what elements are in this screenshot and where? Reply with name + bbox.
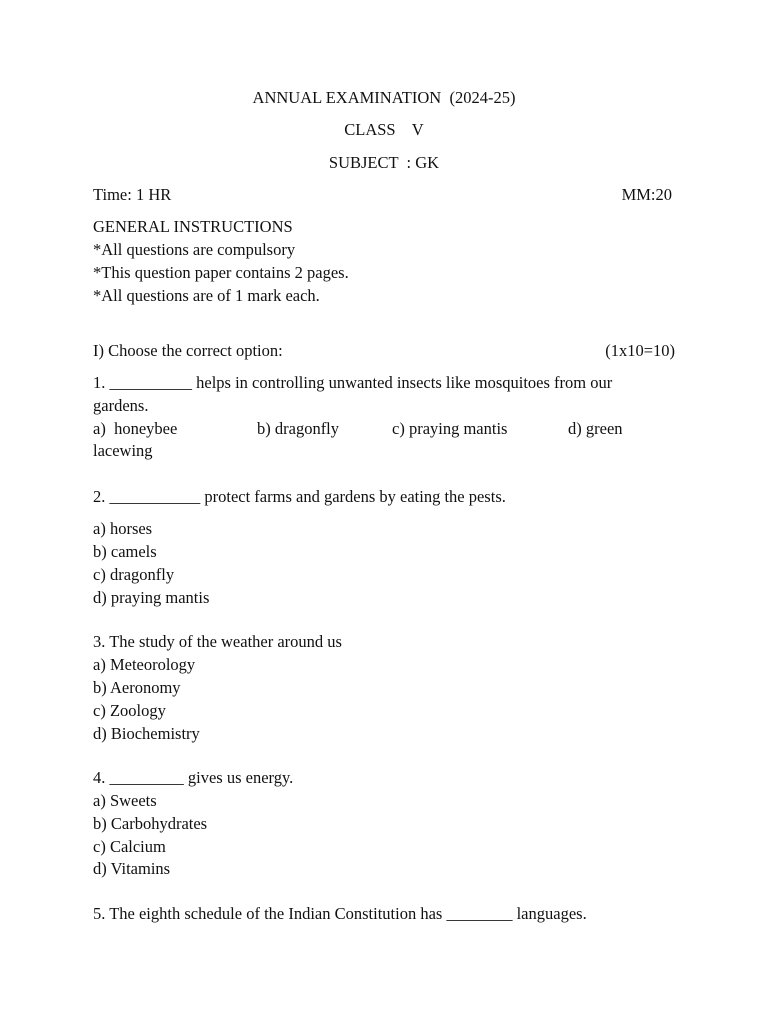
- subject-line: SUBJECT : GK: [328, 153, 440, 172]
- question-4-option-d: d) Vitamins: [93, 859, 171, 878]
- question-4-option-a: a) Sweets: [93, 791, 157, 810]
- section-title: I) Choose the correct option:: [93, 341, 283, 360]
- section-marks: (1x10=10): [605, 341, 675, 360]
- question-4-stem: 4. _________ gives us energy.: [93, 768, 294, 787]
- instructions-heading: GENERAL INSTRUCTIONS: [93, 217, 293, 236]
- question-1-option-c: c) praying mantis: [392, 419, 508, 438]
- question-4-option-c: c) Calcium: [93, 837, 166, 856]
- question-1-option-b: b) dragonfly: [257, 419, 340, 438]
- question-1-option-a: a) honeybee: [93, 419, 178, 438]
- question-2-option-d: d) praying mantis: [93, 588, 210, 607]
- question-5-stem: 5. The eighth schedule of the Indian Constitution has ________ languages.: [93, 904, 587, 923]
- time-label: Time: 1 HR: [93, 185, 172, 204]
- question-2-option-c: c) dragonfly: [93, 565, 175, 584]
- question-4-option-b: b) Carbohydrates: [93, 814, 208, 833]
- question-1-option-d: d) green: [568, 419, 623, 438]
- instruction-item: *This question paper contains 2 pages.: [93, 263, 349, 282]
- question-2-stem: 2. ___________ protect farms and gardens by eating the pests.: [93, 487, 506, 506]
- question-3-option-a: a) Meteorology: [93, 655, 196, 674]
- question-1-stem-continued: gardens.: [93, 396, 149, 415]
- question-3-stem: 3. The study of the weather around us: [93, 632, 342, 651]
- question-2-option-b: b) camels: [93, 542, 157, 561]
- question-2-option-a: a) horses: [93, 519, 153, 538]
- question-3-option-d: d) Biochemistry: [93, 724, 200, 743]
- exam-title: ANNUAL EXAMINATION (2024-25): [252, 88, 516, 107]
- question-1-option-d-continued: lacewing: [93, 441, 153, 460]
- class-line: CLASS V: [344, 120, 424, 139]
- instruction-item: *All questions are of 1 mark each.: [93, 286, 320, 305]
- question-3-option-c: c) Zoology: [93, 701, 166, 720]
- max-marks-label: MM:20: [621, 185, 672, 204]
- question-1-stem: 1. __________ helps in controlling unwanted insects like mosquitoes from our: [93, 373, 613, 392]
- instruction-item: *All questions are compulsory: [93, 240, 296, 259]
- question-3-option-b: b) Aeronomy: [93, 678, 181, 697]
